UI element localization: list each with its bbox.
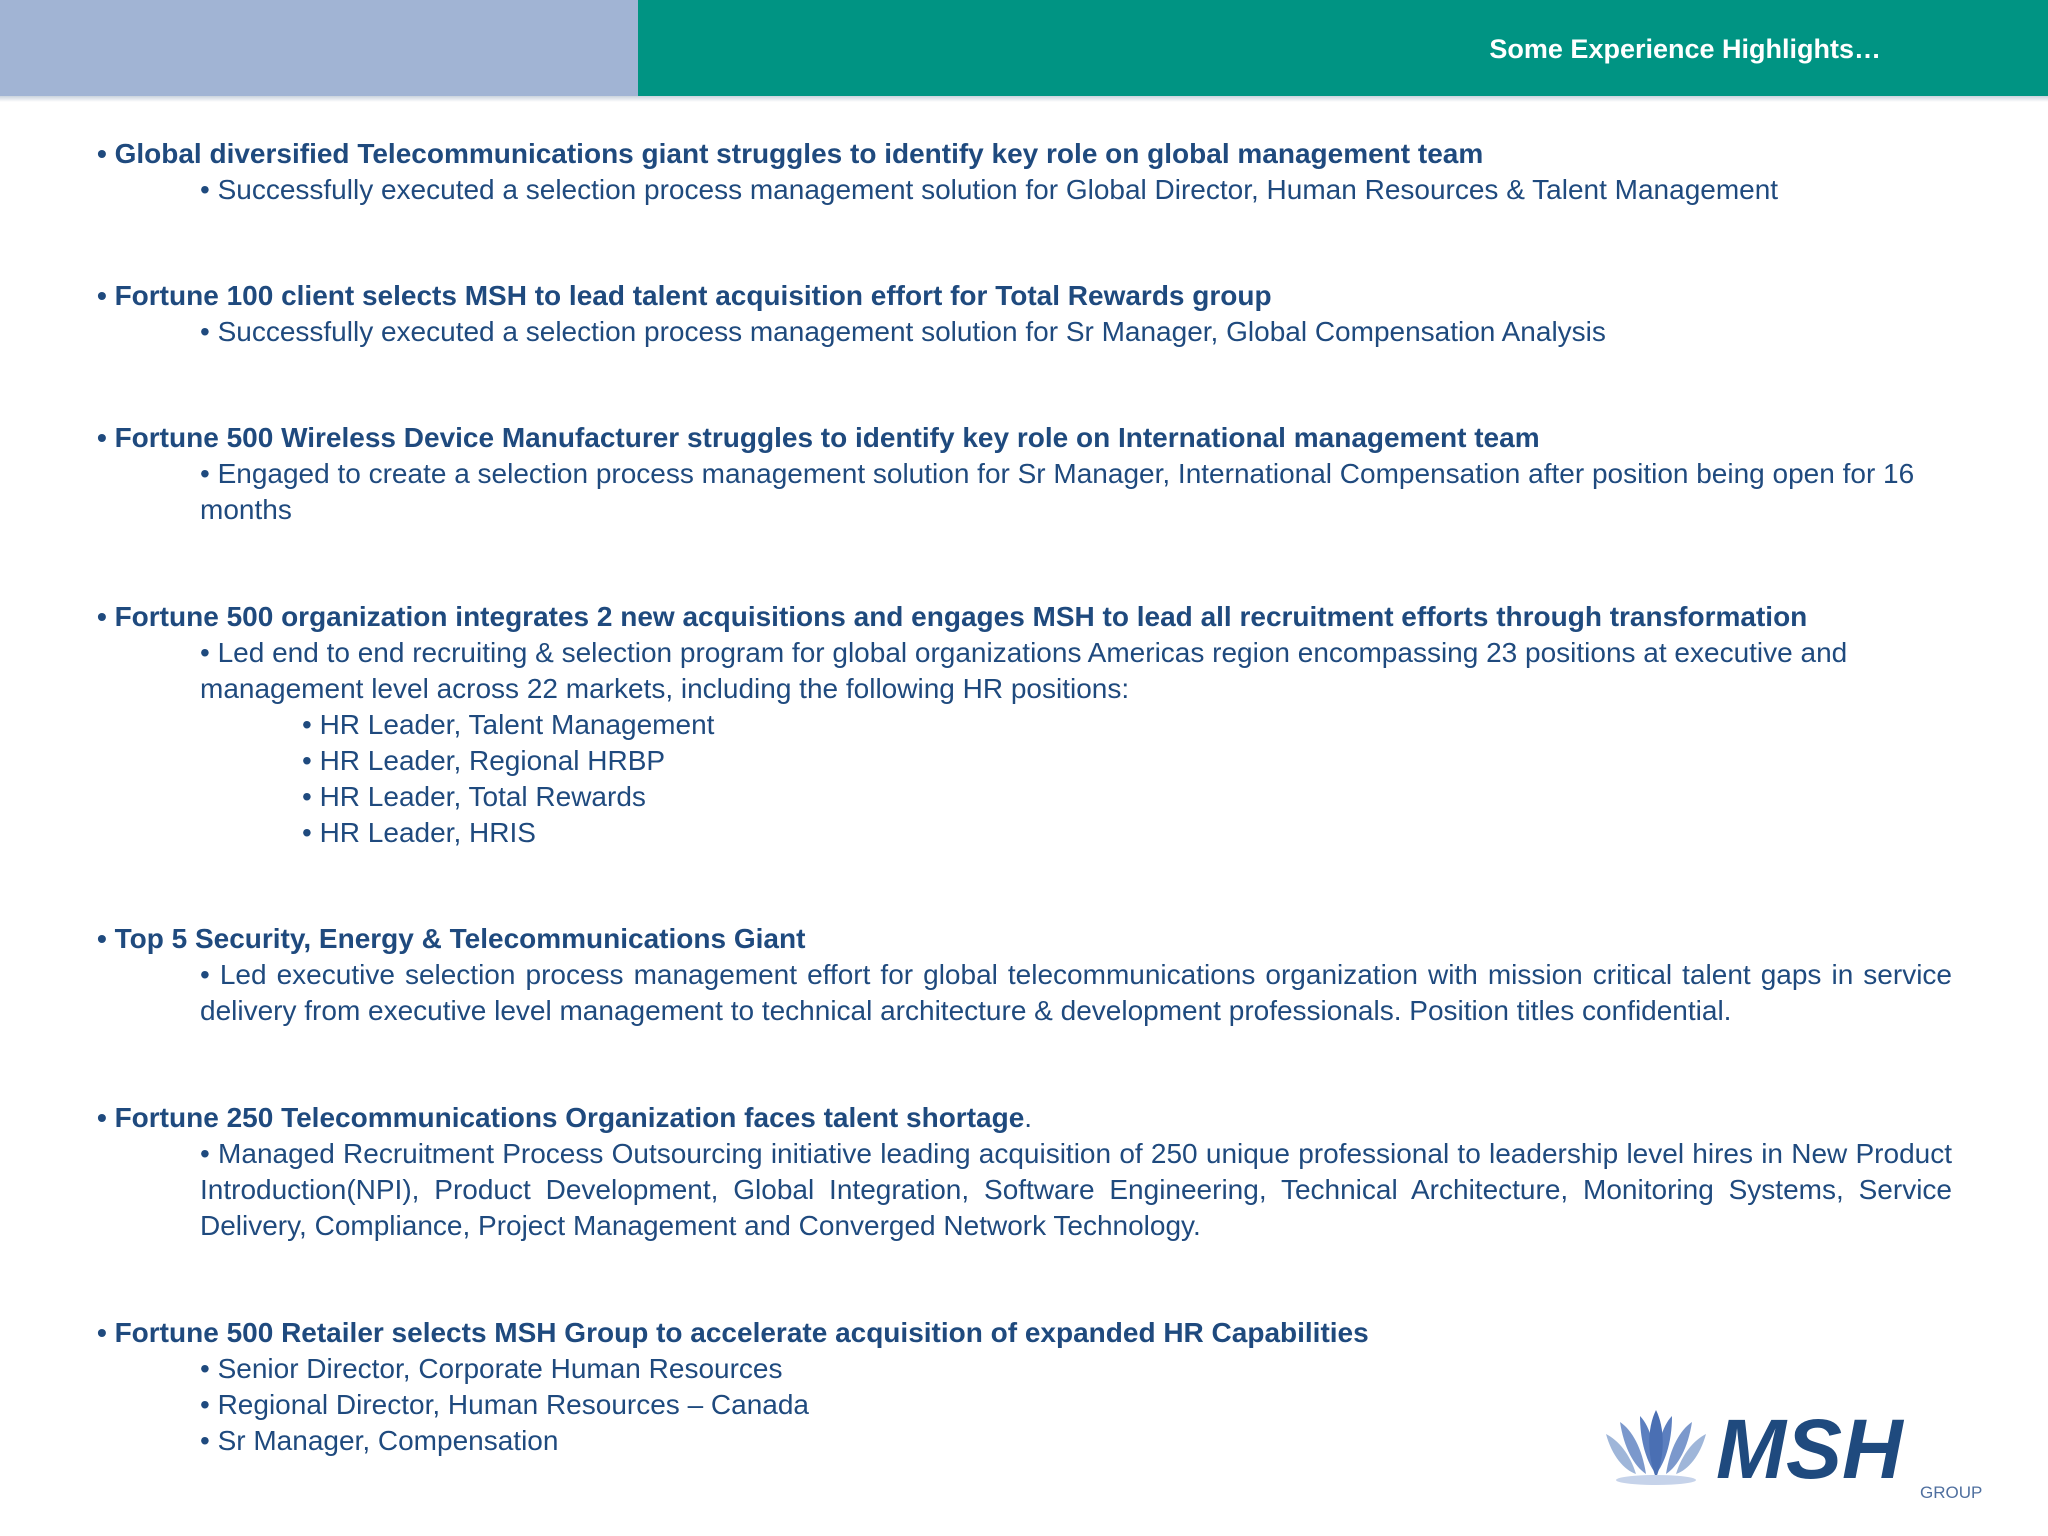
- highlight-detail: • Engaged to create a selection process management solution for Sr Manager, International Compensation after position being open for 16 months: [200, 458, 1915, 525]
- highlight-item: [97, 136, 1957, 208]
- header-shadow: [0, 96, 2048, 102]
- highlight-headline: [97, 1100, 1957, 1136]
- highlight-headline: • Fortune 100 client selects MSH to lead talent acquisition effort for Total Rewards group: [97, 280, 1272, 311]
- highlight-item: [97, 599, 1957, 851]
- highlight-headline: • Top 5 Security, Energy & Telecommunications Giant: [97, 923, 806, 954]
- headline-trail: .: [1024, 1102, 1033, 1133]
- highlight-sub-item: • HR Leader, HRIS: [302, 817, 536, 848]
- highlight-detail: • Managed Recruitment Process Outsourcing initiative leading acquisition of 250 unique professional to leadership level hires in New Product Introduction(NPI), Product Development, Global Integration, Software Engineering, Technical Architecture, Monitoring Systems, Service Delivery, Compliance, Project Management and Converged Network Technology.: [200, 1138, 1952, 1241]
- highlight-item: [97, 921, 1957, 1029]
- logo-subtext: GROUP: [1920, 1483, 1983, 1502]
- page-title: Some Experience Highlights…: [1489, 34, 1881, 64]
- highlight-headline: • Fortune 500 organization integrates 2 new acquisitions and engages MSH to lead all recruitment efforts through transformation: [97, 601, 1808, 632]
- highlight-detail: • Led end to end recruiting & selection program for global organizations Americas region encompassing 23 positions at executive and management level across 22 markets, including the following HR positions:: [200, 637, 1848, 704]
- highlight-detail: • Senior Director, Corporate Human Resources: [200, 1353, 783, 1384]
- lotus-icon: [1606, 1410, 1706, 1485]
- highlight-sub-item: • HR Leader, Regional HRBP: [302, 745, 666, 776]
- highlight-headline: • Global diversified Telecommunications giant struggles to identify key role on global management team: [97, 138, 1484, 169]
- highlight-detail: • Successfully executed a selection process management solution for Sr Manager, Global Compensation Analysis: [200, 316, 1606, 347]
- highlight-headline: • Fortune 500 Wireless Device Manufacturer struggles to identify key role on International management team: [97, 422, 1540, 453]
- msh-group-logo: [1596, 1382, 1996, 1502]
- headline-text: • Fortune 250 Telecommunications Organization faces talent shortage: [97, 1102, 1025, 1133]
- header-left-band: [0, 0, 638, 96]
- highlight-sub-item: • HR Leader, Talent Management: [302, 709, 715, 740]
- highlight-item: [97, 1100, 1957, 1244]
- highlight-headline: • Fortune 500 Retailer selects MSH Group to accelerate acquisition of expanded HR Capabilities: [97, 1317, 1369, 1348]
- logo-wordmark: MSH: [1716, 1402, 1903, 1496]
- highlight-detail: • Successfully executed a selection process management solution for Global Director, Human Resources & Talent Management: [200, 174, 1779, 205]
- highlight-detail: • Led executive selection process management effort for global telecommunications organization with mission critical talent gaps in service delivery from executive level management to technical architecture & development professionals. Position titles confidential.: [200, 959, 1952, 1026]
- highlight-sub-item: • HR Leader, Total Rewards: [302, 781, 646, 812]
- highlight-item: [97, 420, 1957, 528]
- highlight-item: [97, 278, 1957, 350]
- highlight-detail: • Sr Manager, Compensation: [200, 1425, 559, 1456]
- highlight-detail: • Regional Director, Human Resources – Canada: [200, 1389, 809, 1420]
